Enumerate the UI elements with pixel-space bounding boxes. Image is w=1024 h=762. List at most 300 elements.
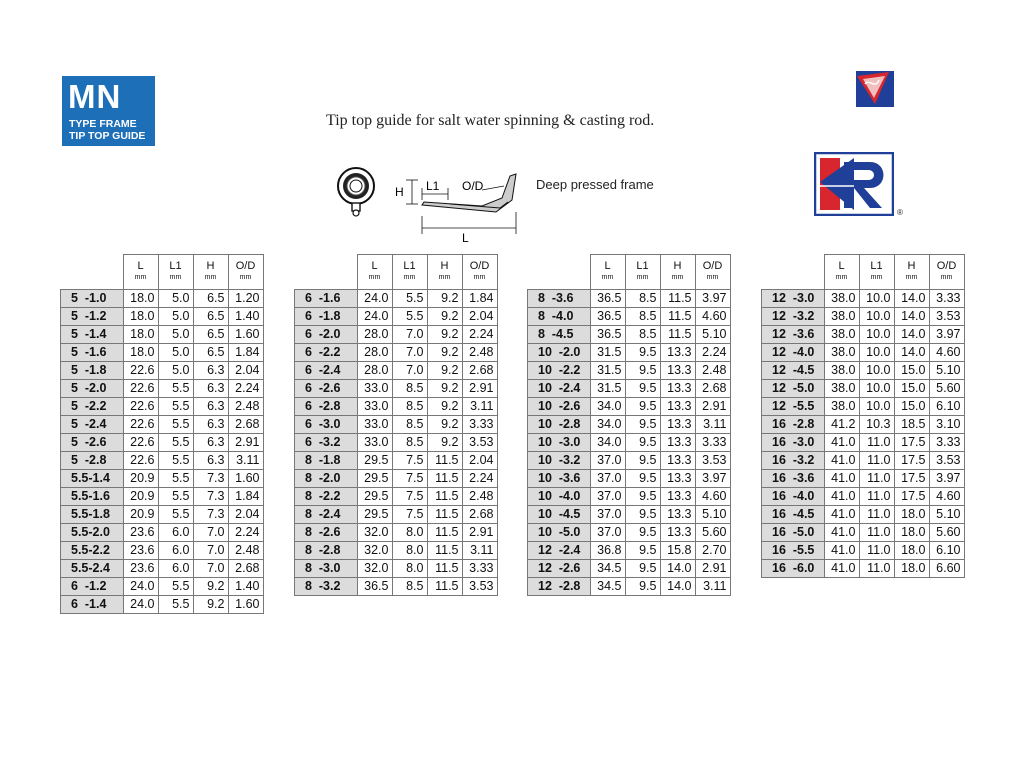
value-cell: 38.0: [824, 308, 859, 326]
value-cell: 7.0: [193, 524, 228, 542]
table-row: [295, 452, 498, 470]
value-cell: 9.5: [625, 542, 660, 560]
model-cell: 10 -3.0: [528, 434, 591, 452]
value-cell: 3.33: [929, 434, 964, 452]
table-row: [61, 578, 264, 596]
value-cell: 5.5: [158, 488, 193, 506]
value-cell: 24.0: [123, 596, 158, 614]
table-row: [61, 596, 264, 614]
model-cell: 12 -3.2: [762, 308, 825, 326]
value-cell: 22.6: [123, 416, 158, 434]
column-header-name: L1: [403, 260, 416, 272]
value-cell: 9.5: [625, 416, 660, 434]
table-row: [295, 542, 498, 560]
value-cell: 41.0: [824, 452, 859, 470]
value-cell: 2.68: [228, 560, 263, 578]
model-cell: 6 -3.0: [295, 416, 358, 434]
value-cell: 41.0: [824, 506, 859, 524]
value-cell: 5.60: [929, 524, 964, 542]
model-cell: 10 -2.6: [528, 398, 591, 416]
table-row: [528, 506, 731, 524]
header-blank-cell: [295, 255, 358, 290]
table-row: [528, 434, 731, 452]
model-cell: 8 -4.5: [528, 326, 591, 344]
value-cell: 38.0: [824, 344, 859, 362]
value-cell: 41.0: [824, 524, 859, 542]
value-cell: 5.10: [929, 506, 964, 524]
table-row: [762, 434, 965, 452]
column-header-unit: mm: [870, 274, 883, 281]
model-cell: 16 -4.5: [762, 506, 825, 524]
value-cell: 24.0: [123, 578, 158, 596]
value-cell: 20.9: [123, 470, 158, 488]
value-cell: 38.0: [824, 380, 859, 398]
column-header-unit: mm: [134, 274, 147, 281]
column-header: [625, 255, 660, 290]
table-row: [528, 344, 731, 362]
spec-table-2: [294, 254, 498, 596]
column-header: [228, 255, 263, 290]
column-header-unit: mm: [239, 274, 252, 281]
value-cell: 18.0: [894, 560, 929, 578]
value-cell: 5.5: [392, 308, 427, 326]
model-cell: 8 -4.0: [528, 308, 591, 326]
value-cell: 22.6: [123, 452, 158, 470]
model-cell: 12 -4.0: [762, 344, 825, 362]
value-cell: 2.04: [462, 308, 497, 326]
column-header: [859, 255, 894, 290]
table-row: [295, 326, 498, 344]
column-header-name: L: [137, 260, 144, 272]
table-header-row: [61, 255, 264, 290]
model-cell: 16 -5.5: [762, 542, 825, 560]
table-row: [762, 326, 965, 344]
value-cell: 2.68: [462, 506, 497, 524]
column-header: [824, 255, 859, 290]
table-row: [295, 380, 498, 398]
value-cell: 22.6: [123, 398, 158, 416]
value-cell: 36.5: [590, 326, 625, 344]
table-row: [528, 326, 731, 344]
model-cell: 5.5-1.4: [61, 470, 124, 488]
value-cell: 13.3: [660, 416, 695, 434]
value-cell: 3.33: [462, 416, 497, 434]
table-row: [528, 452, 731, 470]
table-row: [762, 560, 965, 578]
model-cell: 10 -2.8: [528, 416, 591, 434]
spec-table-1: [60, 254, 264, 614]
value-cell: 5.10: [695, 326, 730, 344]
value-cell: 5.5: [158, 506, 193, 524]
column-header-name: L: [838, 260, 845, 272]
value-cell: 11.5: [427, 560, 462, 578]
value-cell: 37.0: [590, 452, 625, 470]
header-blank-cell: [762, 255, 825, 290]
kr-brand-logo: [814, 152, 894, 216]
column-header-unit: mm: [940, 274, 953, 281]
model-cell: 8 -2.4: [295, 506, 358, 524]
value-cell: 14.0: [894, 308, 929, 326]
value-cell: 17.5: [894, 488, 929, 506]
value-cell: 36.5: [590, 290, 625, 308]
value-cell: 2.04: [228, 506, 263, 524]
column-header-unit: mm: [169, 274, 182, 281]
value-cell: 2.91: [695, 398, 730, 416]
value-cell: 8.5: [392, 416, 427, 434]
value-cell: 31.5: [590, 344, 625, 362]
value-cell: 7.3: [193, 506, 228, 524]
value-cell: 13.3: [660, 344, 695, 362]
value-cell: 3.53: [929, 452, 964, 470]
value-cell: 9.5: [625, 470, 660, 488]
table-row: [295, 578, 498, 596]
value-cell: 11.0: [859, 542, 894, 560]
value-cell: 10.0: [859, 290, 894, 308]
value-cell: 17.5: [894, 434, 929, 452]
model-cell: 6 -1.4: [61, 596, 124, 614]
model-cell: 12 -3.0: [762, 290, 825, 308]
model-cell: 16 -6.0: [762, 560, 825, 578]
value-cell: 11.0: [859, 470, 894, 488]
column-header: [427, 255, 462, 290]
value-cell: 13.3: [660, 362, 695, 380]
model-cell: 10 -2.0: [528, 344, 591, 362]
model-cell: 6 -3.2: [295, 434, 358, 452]
table-row: [528, 416, 731, 434]
column-header-name: H: [673, 260, 682, 272]
model-cell: 16 -4.0: [762, 488, 825, 506]
column-header-name: O/D: [936, 260, 957, 272]
table-row: [528, 380, 731, 398]
value-cell: 6.5: [193, 344, 228, 362]
value-cell: 10.0: [859, 380, 894, 398]
value-cell: 11.0: [859, 524, 894, 542]
model-cell: 6 -2.4: [295, 362, 358, 380]
value-cell: 6.3: [193, 398, 228, 416]
tip-top-diagram: [332, 160, 522, 246]
value-cell: 2.91: [462, 524, 497, 542]
value-cell: 5.5: [158, 578, 193, 596]
table-row: [61, 344, 264, 362]
table-row: [61, 308, 264, 326]
value-cell: 2.24: [462, 470, 497, 488]
value-cell: 11.5: [660, 326, 695, 344]
value-cell: 9.5: [625, 434, 660, 452]
frame-description: Deep pressed frame: [536, 177, 654, 192]
model-cell: 5 -1.0: [61, 290, 124, 308]
table-row: [61, 524, 264, 542]
value-cell: 11.5: [427, 506, 462, 524]
model-cell: 12 -2.8: [528, 578, 591, 596]
value-cell: 31.5: [590, 380, 625, 398]
table-row: [295, 434, 498, 452]
model-cell: 16 -3.6: [762, 470, 825, 488]
value-cell: 18.0: [123, 290, 158, 308]
value-cell: 13.3: [660, 470, 695, 488]
value-cell: 2.70: [695, 542, 730, 560]
value-cell: 6.3: [193, 362, 228, 380]
model-cell: 8 -2.2: [295, 488, 358, 506]
model-cell: 10 -4.5: [528, 506, 591, 524]
value-cell: 9.2: [427, 290, 462, 308]
table-row: [295, 362, 498, 380]
value-cell: 29.5: [357, 452, 392, 470]
value-cell: 36.5: [357, 578, 392, 596]
ring-front-view: [338, 168, 374, 216]
value-cell: 11.0: [859, 434, 894, 452]
value-cell: 13.3: [660, 488, 695, 506]
value-cell: 36.5: [590, 308, 625, 326]
model-cell: 5 -2.6: [61, 434, 124, 452]
model-cell: 12 -2.4: [528, 542, 591, 560]
column-header-name: O/D: [235, 260, 256, 272]
h-dim-label: H: [395, 185, 404, 199]
value-cell: 3.53: [929, 308, 964, 326]
model-cell: 6 -2.6: [295, 380, 358, 398]
model-cell: 12 -3.6: [762, 326, 825, 344]
model-cell: 10 -4.0: [528, 488, 591, 506]
model-cell: 8 -1.8: [295, 452, 358, 470]
value-cell: 33.0: [357, 416, 392, 434]
value-cell: 6.10: [929, 398, 964, 416]
value-cell: 14.0: [894, 326, 929, 344]
page-subtitle: Tip top guide for salt water spinning & casting rod.: [326, 112, 655, 129]
column-header: [392, 255, 427, 290]
table-row: [528, 578, 731, 596]
column-header-unit: mm: [706, 274, 719, 281]
table-row: [61, 488, 264, 506]
value-cell: 3.11: [695, 578, 730, 596]
table-row: [61, 560, 264, 578]
value-cell: 9.2: [427, 326, 462, 344]
value-cell: 6.3: [193, 452, 228, 470]
value-cell: 11.5: [660, 290, 695, 308]
value-cell: 9.5: [625, 362, 660, 380]
column-header-name: H: [206, 260, 215, 272]
value-cell: 28.0: [357, 362, 392, 380]
model-cell: 6 -2.0: [295, 326, 358, 344]
model-cell: 5 -1.6: [61, 344, 124, 362]
column-header: [660, 255, 695, 290]
value-cell: 33.0: [357, 434, 392, 452]
column-header-name: L1: [870, 260, 883, 272]
value-cell: 41.0: [824, 560, 859, 578]
value-cell: 13.3: [660, 524, 695, 542]
registered-mark: ®: [897, 208, 903, 217]
value-cell: 7.0: [392, 326, 427, 344]
value-cell: 29.5: [357, 470, 392, 488]
column-header-unit: mm: [368, 274, 381, 281]
value-cell: 6.0: [158, 542, 193, 560]
model-cell: 16 -3.0: [762, 434, 825, 452]
value-cell: 8.0: [392, 524, 427, 542]
value-cell: 11.0: [859, 452, 894, 470]
value-cell: 3.53: [462, 434, 497, 452]
value-cell: 1.84: [462, 290, 497, 308]
table-row: [61, 416, 264, 434]
value-cell: 5.0: [158, 344, 193, 362]
table-row: [528, 488, 731, 506]
value-cell: 5.0: [158, 362, 193, 380]
value-cell: 3.53: [695, 452, 730, 470]
column-header: [929, 255, 964, 290]
value-cell: 2.24: [228, 524, 263, 542]
value-cell: 7.0: [392, 344, 427, 362]
model-cell: 8 -2.6: [295, 524, 358, 542]
value-cell: 9.5: [625, 398, 660, 416]
value-cell: 18.0: [123, 308, 158, 326]
table-row: [762, 290, 965, 308]
value-cell: 7.3: [193, 470, 228, 488]
value-cell: 5.5: [158, 452, 193, 470]
value-cell: 2.24: [462, 326, 497, 344]
value-cell: 2.68: [695, 380, 730, 398]
value-cell: 34.0: [590, 398, 625, 416]
model-cell: 5 -2.8: [61, 452, 124, 470]
value-cell: 6.0: [158, 524, 193, 542]
model-cell: 8 -3.0: [295, 560, 358, 578]
model-cell: 5.5-2.2: [61, 542, 124, 560]
value-cell: 7.5: [392, 506, 427, 524]
table-row: [61, 542, 264, 560]
value-cell: 8.0: [392, 542, 427, 560]
value-cell: 11.5: [427, 578, 462, 596]
column-header: [357, 255, 392, 290]
model-cell: 12 -5.5: [762, 398, 825, 416]
table-row: [762, 470, 965, 488]
table-row: [762, 344, 965, 362]
value-cell: 3.33: [695, 434, 730, 452]
value-cell: 5.5: [158, 434, 193, 452]
column-header-name: L1: [169, 260, 182, 272]
value-cell: 3.11: [695, 416, 730, 434]
column-header: [462, 255, 497, 290]
value-cell: 4.60: [695, 308, 730, 326]
column-header-unit: mm: [905, 274, 918, 281]
table-row: [528, 470, 731, 488]
value-cell: 9.5: [625, 380, 660, 398]
value-cell: 18.0: [123, 326, 158, 344]
value-cell: 2.04: [462, 452, 497, 470]
value-cell: 37.0: [590, 506, 625, 524]
value-cell: 10.0: [859, 308, 894, 326]
model-cell: 6 -1.2: [61, 578, 124, 596]
column-header-name: L: [371, 260, 378, 272]
value-cell: 41.0: [824, 542, 859, 560]
value-cell: 34.0: [590, 416, 625, 434]
table-row: [295, 524, 498, 542]
value-cell: 10.0: [859, 326, 894, 344]
table-row: [295, 308, 498, 326]
model-cell: 10 -5.0: [528, 524, 591, 542]
badge-line-1: TYPE FRAME: [69, 118, 137, 130]
value-cell: 38.0: [824, 362, 859, 380]
value-cell: 37.0: [590, 488, 625, 506]
table-row: [528, 290, 731, 308]
value-cell: 15.0: [894, 362, 929, 380]
table-row: [528, 560, 731, 578]
value-cell: 8.0: [392, 560, 427, 578]
value-cell: 5.5: [158, 416, 193, 434]
type-badge: [62, 76, 155, 146]
value-cell: 2.91: [695, 560, 730, 578]
value-cell: 2.91: [228, 434, 263, 452]
table-row: [762, 452, 965, 470]
column-header-unit: mm: [835, 274, 848, 281]
value-cell: 32.0: [357, 524, 392, 542]
value-cell: 4.60: [695, 488, 730, 506]
spec-table-4: [761, 254, 965, 578]
value-cell: 8.5: [625, 290, 660, 308]
value-cell: 9.5: [625, 452, 660, 470]
value-cell: 5.5: [392, 290, 427, 308]
value-cell: 6.3: [193, 434, 228, 452]
value-cell: 2.04: [228, 362, 263, 380]
value-cell: 3.11: [228, 452, 263, 470]
model-cell: 16 -2.8: [762, 416, 825, 434]
column-header-unit: mm: [403, 274, 416, 281]
value-cell: 5.0: [158, 290, 193, 308]
value-cell: 3.97: [695, 290, 730, 308]
value-cell: 41.0: [824, 488, 859, 506]
value-cell: 11.0: [859, 506, 894, 524]
table-row: [61, 470, 264, 488]
value-cell: 9.2: [193, 578, 228, 596]
value-cell: 22.6: [123, 362, 158, 380]
value-cell: 13.3: [660, 398, 695, 416]
value-cell: 24.0: [357, 308, 392, 326]
value-cell: 17.5: [894, 470, 929, 488]
column-header-name: H: [907, 260, 916, 272]
table-row: [295, 560, 498, 578]
value-cell: 34.5: [590, 560, 625, 578]
value-cell: 5.5: [158, 596, 193, 614]
model-cell: 10 -2.4: [528, 380, 591, 398]
value-cell: 23.6: [123, 542, 158, 560]
value-cell: 11.5: [427, 524, 462, 542]
value-cell: 29.5: [357, 488, 392, 506]
column-header-unit: mm: [438, 274, 451, 281]
value-cell: 18.5: [894, 416, 929, 434]
value-cell: 6.60: [929, 560, 964, 578]
table-header-row: [762, 255, 965, 290]
value-cell: 11.5: [427, 488, 462, 506]
table-row: [295, 344, 498, 362]
value-cell: 38.0: [824, 290, 859, 308]
value-cell: 2.48: [228, 398, 263, 416]
value-cell: 38.0: [824, 326, 859, 344]
value-cell: 2.24: [695, 344, 730, 362]
badge-code: MN: [68, 78, 122, 115]
model-cell: 5 -1.2: [61, 308, 124, 326]
value-cell: 5.0: [158, 326, 193, 344]
value-cell: 7.5: [392, 470, 427, 488]
value-cell: 32.0: [357, 542, 392, 560]
value-cell: 8.5: [625, 326, 660, 344]
od-dim-label: O/D: [462, 179, 484, 193]
model-cell: 6 -1.6: [295, 290, 358, 308]
model-cell: 5.5-1.8: [61, 506, 124, 524]
column-header-name: O/D: [469, 260, 490, 272]
value-cell: 2.68: [462, 362, 497, 380]
value-cell: 5.0: [158, 308, 193, 326]
value-cell: 1.20: [228, 290, 263, 308]
value-cell: 3.11: [462, 542, 497, 560]
value-cell: 7.0: [193, 542, 228, 560]
value-cell: 9.2: [193, 596, 228, 614]
value-cell: 13.3: [660, 434, 695, 452]
value-cell: 10.0: [859, 344, 894, 362]
